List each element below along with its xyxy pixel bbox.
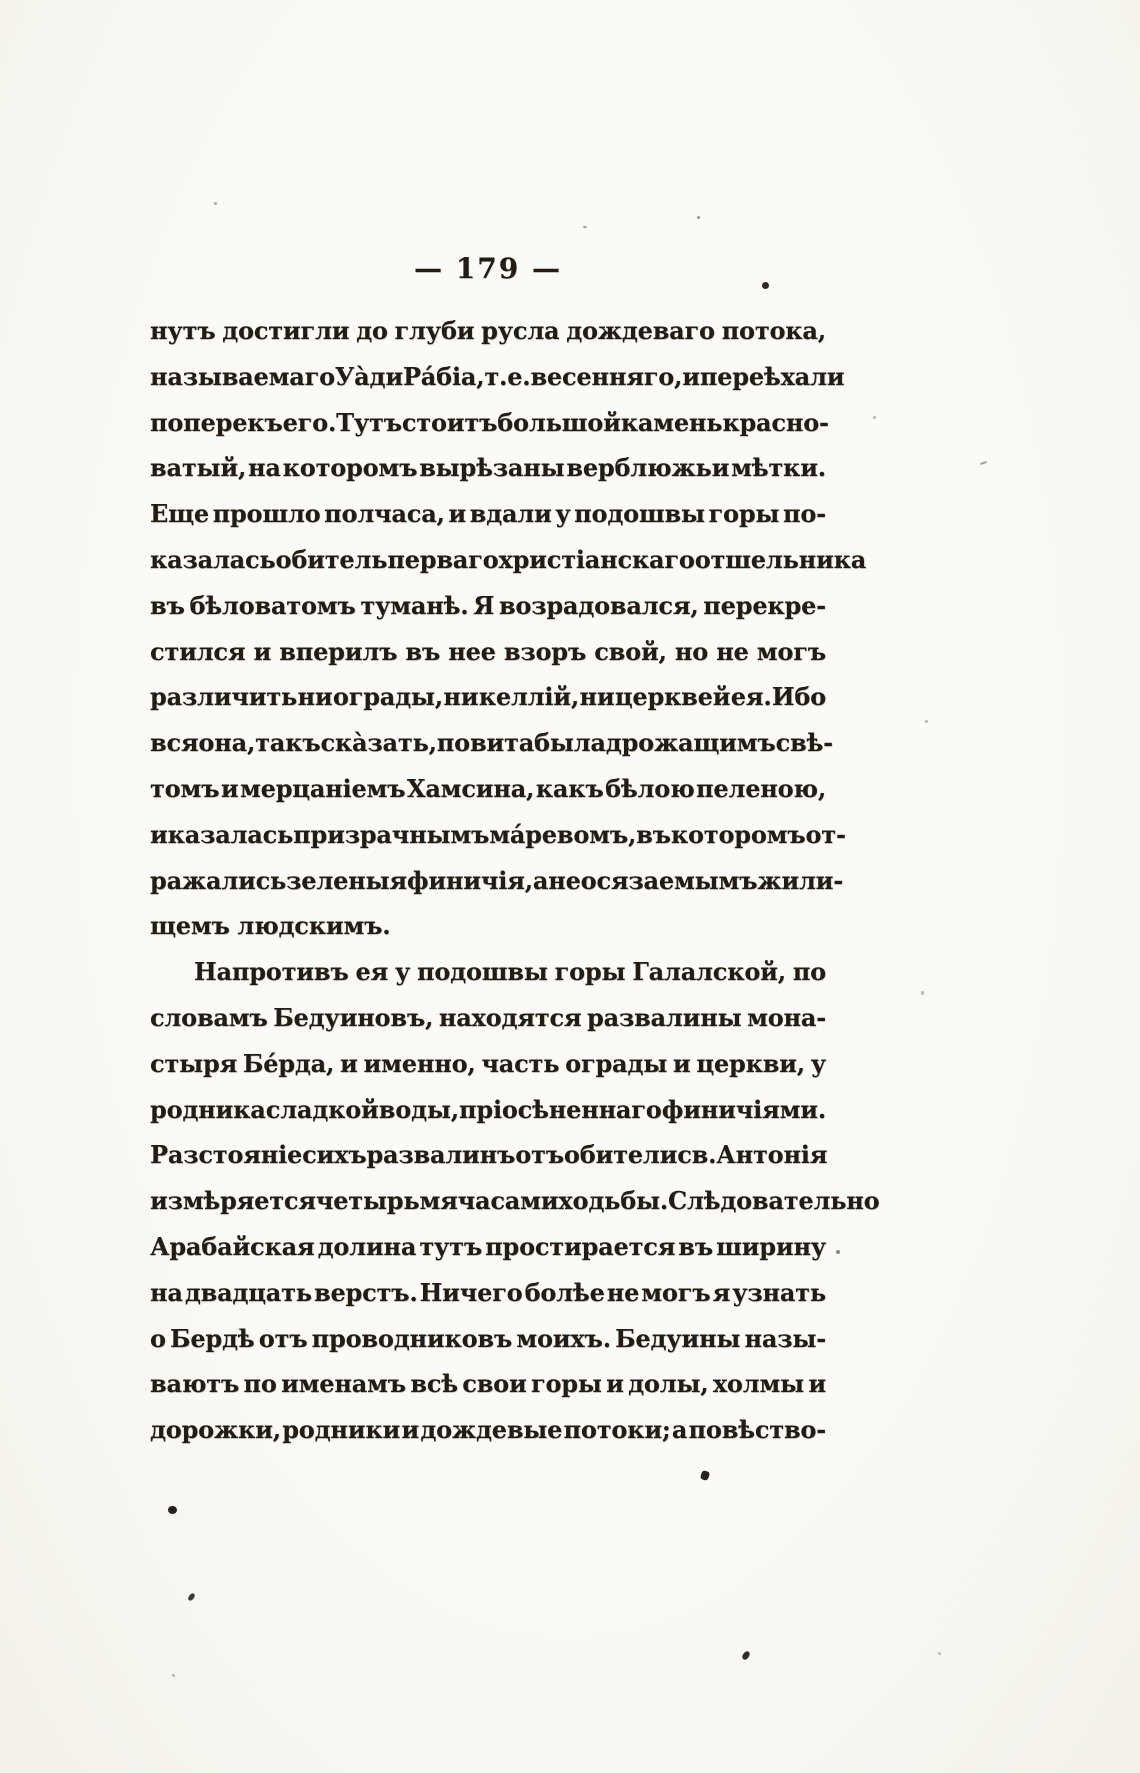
- text-line: называемаго Уа̀ди Ра́біа, т. е. весенняго, и переѣхали: [150, 361, 845, 391]
- ink-speck: [980, 461, 987, 465]
- text-line: томъ и мерцаніемъ Хамсина, какъ бѣлою пеленою,: [150, 773, 826, 803]
- text-line: различить ни ограды, ни келлій, ни церквей ея. Ибо: [150, 682, 826, 712]
- text-line: Еще прошло полчаса, и вдали у подошвы горы по-: [150, 499, 826, 529]
- ink-speck: [873, 416, 876, 419]
- text-line-paragraph-start: Напротивъ ея у подошвы горы Галалской, по: [194, 957, 826, 987]
- ink-speck: [187, 1592, 196, 1601]
- page-number: — 179 —: [414, 252, 562, 285]
- text-line: дорожки, родники и дождевые потоки; а повѣство-: [150, 1415, 826, 1445]
- ink-speck: [921, 991, 924, 995]
- ink-speck: [925, 720, 928, 723]
- text-line-paragraph-end: щемъ людскимъ.: [150, 911, 391, 941]
- text-line: на двадцать верстъ. Ничего болѣе не могъ я узнать: [150, 1277, 826, 1307]
- text-line: стился и вперилъ въ нее взоръ свой, но не могъ: [150, 636, 826, 666]
- ink-speck: [762, 282, 769, 289]
- text-line: ражались зеленыя финичія, а не осязаемымъ жили-: [150, 865, 844, 895]
- text-line: нутъ достигли до глуби русла дождеваго потока,: [150, 316, 826, 345]
- text-line: казалась обитель перваго христіанскаго отшельника: [150, 544, 867, 574]
- text-line: измѣряется четырьмя часами ходьбы. Слѣдовательно: [150, 1186, 880, 1216]
- text-line: ватый, на которомъ вырѣзаны верблюжьи мѣтки.: [150, 453, 826, 483]
- ink-speck: [938, 1652, 941, 1655]
- ink-speck: [836, 1250, 840, 1254]
- ink-speck: [583, 226, 587, 228]
- ink-speck: [697, 216, 700, 219]
- text-line: Разстояніе сихъ развалинъ отъ обители св. Антонія: [150, 1140, 828, 1170]
- text-line: словамъ Бедуиновъ, находятся развалины мона-: [150, 1002, 826, 1032]
- ink-speck: [172, 1674, 175, 1677]
- text-line: стыря Бе́рда, и именно, часть ограды и церкви, у: [150, 1048, 826, 1078]
- ink-speck: [214, 202, 217, 205]
- ink-speck: [700, 1470, 711, 1481]
- text-line: родника сладкой воды, пріосѣненнаго финичіями.: [150, 1094, 826, 1124]
- text-line: ваютъ по именамъ всѣ свои горы и долы, холмы и: [150, 1369, 826, 1399]
- text-block: [150, 316, 880, 1461]
- text-line: и казалась призрачнымъ ма́ревомъ, въ которомъ от-: [150, 819, 846, 849]
- text-line: вся она, такъ ска̀зать, повита была дрожащимъ свѣ-: [150, 728, 833, 758]
- text-line: въ бѣловатомъ туманѣ. Я возрадовался, перекре-: [150, 590, 826, 620]
- text-line: Арабайская долина тутъ простирается въ ширину: [150, 1231, 826, 1261]
- text-line: поперекъ его. Тутъ стоитъ большой камень красно-: [150, 407, 829, 437]
- text-line: о Бердѣ отъ проводниковъ моихъ. Бедуины назы-: [150, 1323, 826, 1353]
- ink-speck: [741, 1650, 751, 1661]
- ink-speck: [168, 1506, 177, 1514]
